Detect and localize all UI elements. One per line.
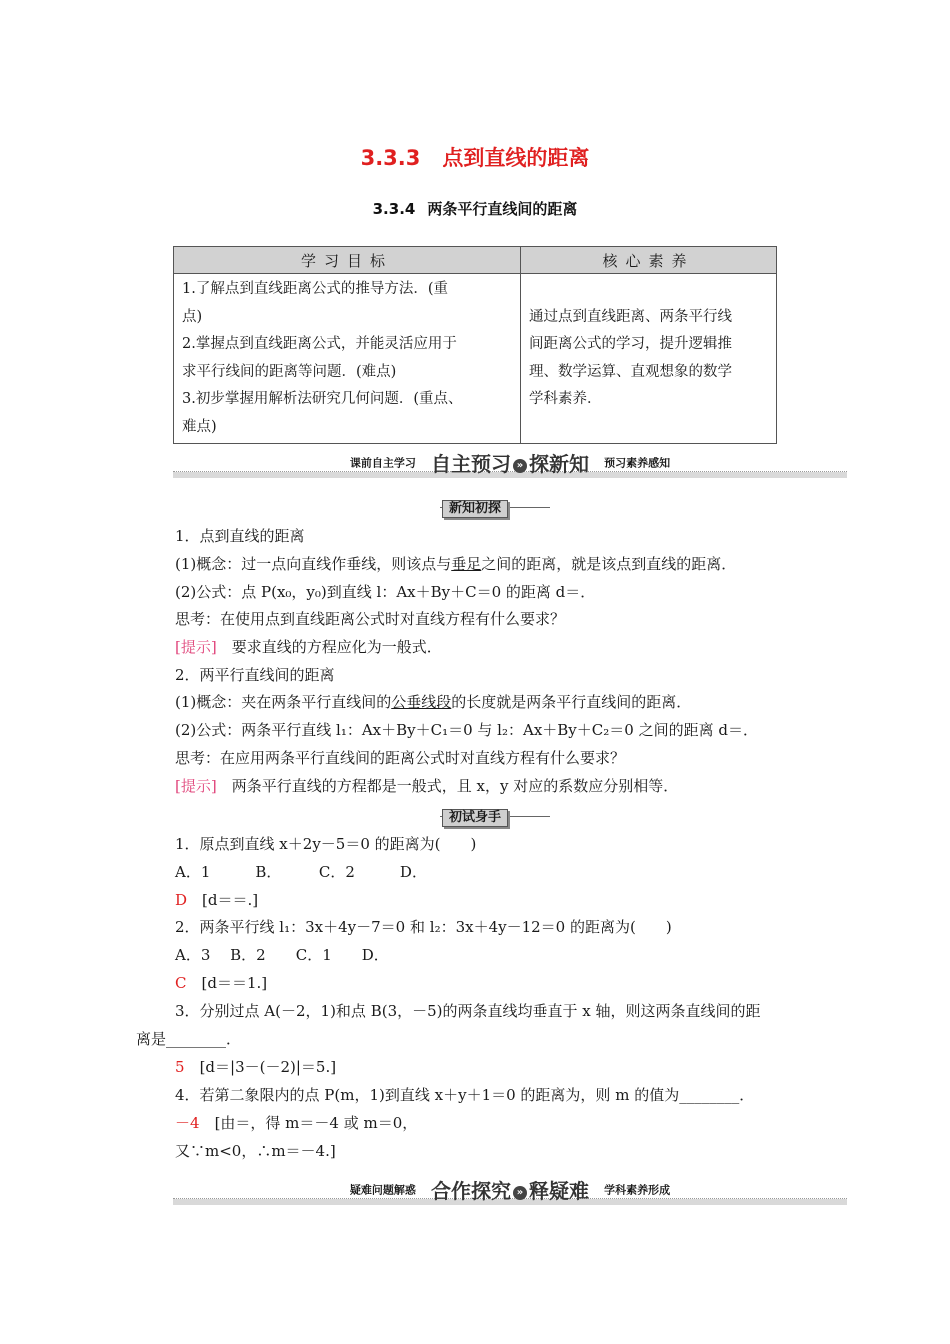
literacy-line: 理、数学运算、直观想象的数学	[529, 363, 732, 380]
think-line: 思考：在使用点到直线距离公式时对直线方程有什么要求？	[175, 610, 566, 628]
explore-banner	[173, 1175, 847, 1205]
answer-explanation: [d＝|3－(－2)|＝5.]	[199, 1058, 337, 1076]
formula2-line: (2)公式：两条平行直线 l₁：Ax＋By＋C₁＝0 与 l₂：Ax＋By＋C₂＝0 之间的距离 d＝．	[175, 721, 758, 739]
text: 之间的距离，就是该点到直线的距离．	[481, 555, 737, 573]
answer-explanation: [d＝＝1.]	[201, 974, 268, 992]
heading-parallel-distance: 2．两平行直线间的距离	[175, 666, 335, 684]
banner-heading	[431, 1179, 589, 1203]
objective-line: 3.初步掌握用解析法研究几何问题．(重点、	[182, 391, 463, 407]
banner-heading-part: 自主预习	[431, 452, 511, 476]
banner-right-label: 预习素养感知	[604, 456, 671, 470]
answer-2	[175, 973, 267, 993]
preview-banner	[173, 448, 847, 478]
formula-line: (2)公式：点 P(x₀，y₀)到直线 l：Ax＋By＋C＝0 的距离 d＝．	[175, 583, 596, 601]
banner-heading	[431, 452, 589, 476]
chevron-right-icon: »	[513, 1186, 527, 1200]
text: (1)概念：夹在两条平行直线间的	[175, 693, 392, 711]
question-3-continued: 离是________．	[136, 1030, 242, 1048]
question-4: 4．若第二象限内的点 P(m，1)到直线 x＋y＋1＝0 的距离为，则 m 的值为________．	[175, 1086, 755, 1104]
subsection-title	[0, 198, 950, 219]
answer-explanation: [d＝＝.]	[202, 891, 259, 909]
objectives-table	[173, 246, 777, 444]
answer-key: D	[175, 891, 188, 909]
answer-key: 5	[175, 1058, 185, 1076]
section-title-text: 点到直线的距离	[442, 146, 590, 170]
objective-line: 点)	[182, 308, 203, 325]
banner-right-label: 学科素养形成	[604, 1183, 671, 1197]
text: 的长度就是两条平行直线间的距离．	[451, 693, 692, 711]
literacy-header: 核心素养	[521, 247, 777, 274]
hint-tag: [提示]	[175, 777, 217, 795]
chevron-right-icon: »	[513, 459, 527, 473]
hint-line	[175, 637, 442, 657]
underlined-term: 垂足	[451, 555, 482, 573]
think2-line: 思考：在应用两条平行直线间的距离公式时对直线方程有什么要求？	[175, 749, 626, 767]
section-title	[0, 142, 950, 172]
subsection-number: 3.3.4	[372, 200, 416, 218]
objectives-header: 学习目标	[174, 247, 521, 274]
text: (1)概念：过一点向直线作垂线，则该点与	[175, 555, 452, 573]
literacy-line: 学科素养．	[529, 391, 602, 407]
answer-explanation: [由＝，得 m＝－4 或 m＝0，	[214, 1114, 418, 1132]
literacy-line: 间距离公式的学习，提升逻辑推	[529, 336, 732, 352]
objective-line: 1.了解点到直线距离公式的推导方法．(重	[182, 281, 448, 297]
literacy-cell	[521, 274, 777, 444]
first-try-label: 初试身手	[442, 809, 508, 827]
concept-line	[175, 554, 736, 574]
question-3: 3．分别过点 A(－2，1)和点 B(3，－5)的两条直线均垂直于 x 轴，则这两条直线间的距	[175, 1002, 761, 1020]
new-knowledge-header	[0, 497, 950, 517]
hint-text: 两条平行直线的方程都是一般式，且 x，y 对应的系数应分别相等．	[231, 777, 679, 795]
answer-key: C	[175, 974, 187, 992]
objective-line: 2.掌握点到直线距离公式，并能灵活应用于	[182, 336, 457, 352]
new-knowledge-label: 新知初探	[442, 500, 508, 518]
banner-heading-part: 合作探究	[431, 1179, 511, 1203]
objectives-cell	[174, 274, 521, 444]
answer-3	[175, 1057, 336, 1077]
underlined-term: 公垂线段	[391, 693, 452, 711]
banner-left-label: 课前自主学习	[349, 456, 416, 470]
literacy-line: 通过点到直线距离、两条平行线	[529, 308, 732, 325]
banner-left-label: 疑难问题解惑	[349, 1183, 416, 1197]
subsection-title-text: 两条平行直线间的距离	[427, 200, 578, 218]
question-1: 1．原点到直线 x＋2y－5＝0 的距离为( )	[175, 835, 477, 853]
hint2-line	[175, 776, 678, 796]
objective-line: 求平行线间的距离等问题．(难点)	[182, 363, 397, 380]
hint-tag: [提示]	[175, 638, 217, 656]
heading-point-line-distance: 1．点到直线的距离	[175, 527, 305, 545]
answer-key: －4	[175, 1114, 200, 1132]
question-1-options: A．1 B． C．2 D．	[175, 863, 427, 881]
answer-4-continued: 又∵m<0，∴m＝－4.]	[175, 1142, 336, 1160]
objective-line: 难点)	[182, 418, 217, 435]
banner-heading-part: 释疑难	[529, 1179, 589, 1203]
question-2-options: A．3 B．2 C．1 D．	[175, 946, 389, 964]
concept2-line	[175, 692, 691, 712]
answer-1	[175, 890, 258, 910]
question-2: 2．两条平行线 l₁：3x＋4y－7＝0 和 l₂：3x＋4y－12＝0 的距离为( )	[175, 918, 672, 936]
first-try-header	[0, 806, 950, 826]
hint-text: 要求直线的方程应化为一般式．	[231, 638, 442, 656]
answer-4	[175, 1113, 417, 1133]
banner-heading-part: 探新知	[529, 452, 589, 476]
section-number: 3.3.3	[360, 146, 421, 170]
